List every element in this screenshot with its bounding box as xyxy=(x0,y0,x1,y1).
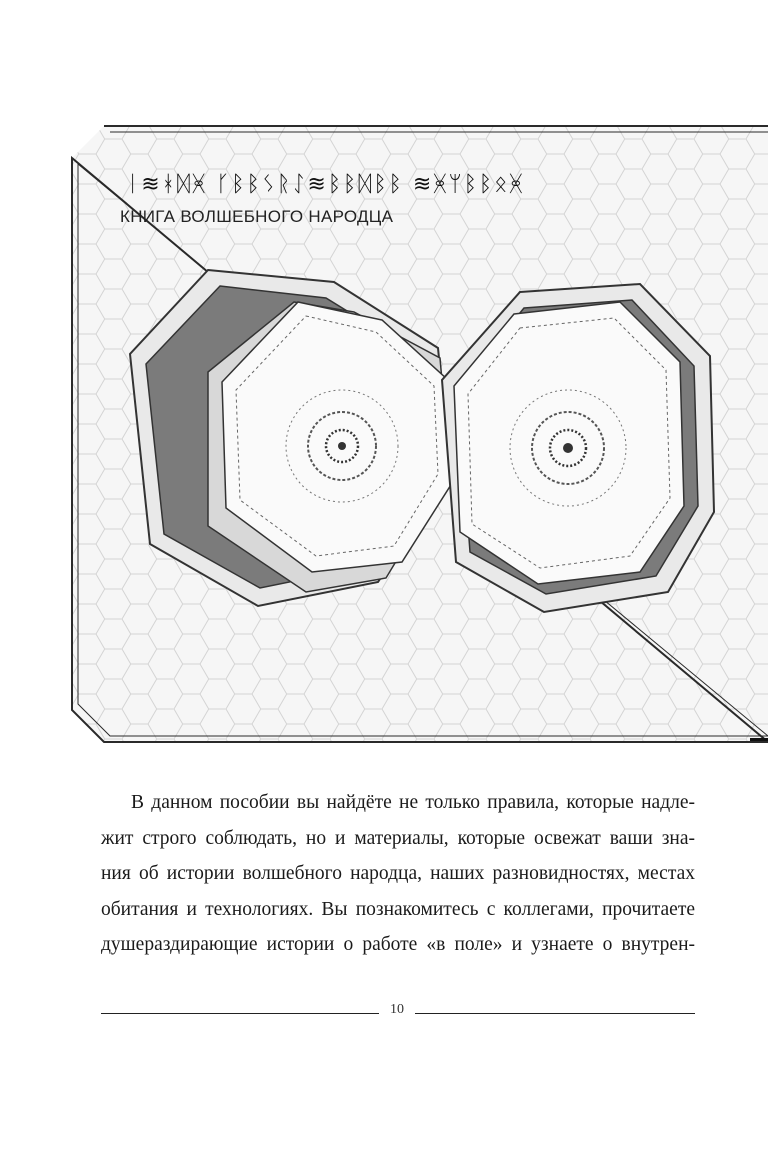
book-title: КНИГА ВОЛШЕБНОГО НАРОДЦА xyxy=(120,207,394,226)
glyph-title: ᛁ≋ᚼᛞᚸ ᚴᛒᛒᛊᚱᛇ≋ᛒᛒᛞᛒᛒ ≋ᚸᛘᛒᛒᛟᚸ xyxy=(126,172,525,197)
text-line: В данном пособии вы найдёте не только правила, которые надле- xyxy=(131,792,695,813)
footer-rule-right xyxy=(415,1013,695,1014)
text-line: обитания и технологиях. Вы познакомитесь с коллегами, прочитаете xyxy=(101,898,695,920)
text-line: жит строго соблюдать, но и материалы, которые освежат ваши зна- xyxy=(101,827,695,849)
text-line: ния об истории волшебного народца, наших разновидностях, местах xyxy=(101,863,695,884)
text-line: душераздирающие истории о работе «в поле» и узнаете о внутрен- xyxy=(101,934,695,955)
body-paragraph xyxy=(101,785,695,963)
octagonal-book-icon xyxy=(120,262,720,622)
footer-rule-left xyxy=(101,1013,379,1014)
page-number: 10 xyxy=(390,1002,404,1017)
page-footer xyxy=(101,1002,695,1024)
